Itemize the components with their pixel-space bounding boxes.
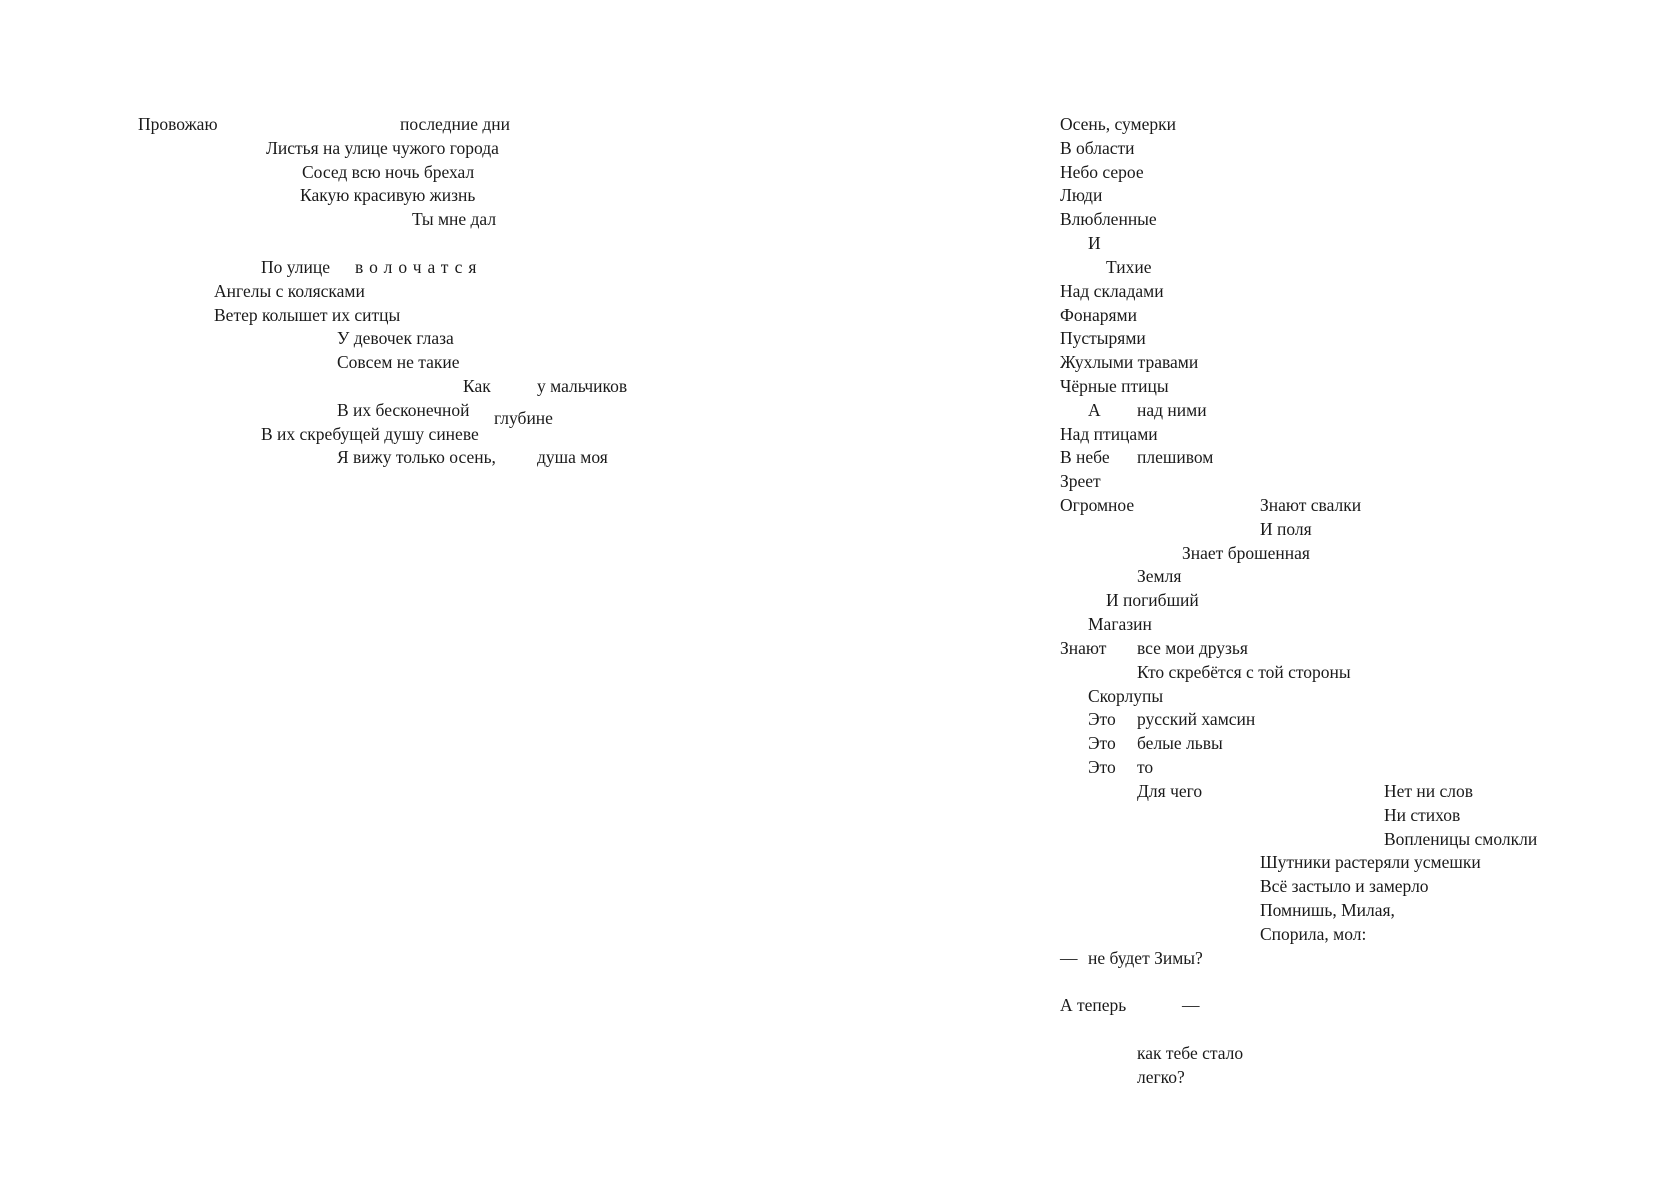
- poem-line: Знают: [1060, 638, 1107, 658]
- poem-line: Над птицами: [1060, 424, 1158, 444]
- poem-line: И: [1088, 233, 1101, 253]
- poem-line: Магазин: [1088, 614, 1152, 634]
- poem-line: глубине: [494, 408, 553, 428]
- poem-line: плешивом: [1137, 447, 1214, 467]
- poem-line: все мои друзья: [1137, 638, 1248, 658]
- poem-line: Тихие: [1106, 257, 1152, 277]
- poem-line: Фонарями: [1060, 305, 1137, 325]
- poem-line: Для чего: [1137, 781, 1203, 801]
- poem-line: Это: [1088, 709, 1116, 729]
- poem-line: Зреет: [1060, 471, 1101, 491]
- poem-line: Жухлыми травами: [1060, 352, 1199, 372]
- poem-line: Всё застыло и замерло: [1260, 876, 1429, 896]
- poem-line: Какую красивую жизнь: [300, 185, 476, 205]
- poem-line: Ветер колышет их ситцы: [214, 305, 401, 325]
- poem-line: Шутники растеряли усмешки: [1260, 852, 1481, 872]
- poem-line: —: [1182, 995, 1200, 1015]
- poem-line: Небо серое: [1060, 162, 1144, 182]
- poem-line: И погибший: [1106, 590, 1199, 610]
- poem-line: белые львы: [1137, 733, 1223, 753]
- poem-line: —: [1060, 948, 1078, 968]
- poem-line: Кто скребётся с той стороны: [1137, 662, 1351, 682]
- poem-line: В их бесконечной: [337, 400, 470, 420]
- poem-line: Ангелы с колясками: [214, 281, 365, 301]
- poem-line: Вопленицы смолкли: [1384, 829, 1538, 849]
- poem-line: Это: [1088, 733, 1116, 753]
- poem-line: как тебе стало: [1137, 1043, 1244, 1063]
- poem-line: Листья на улице чужого города: [266, 138, 499, 158]
- poem-line: И поля: [1260, 519, 1312, 539]
- poem-line: В небе: [1060, 447, 1110, 467]
- poem-line: У девочек глаза: [337, 328, 454, 348]
- poem-line: последние дни: [400, 114, 510, 134]
- poem-line: у мальчиков: [537, 376, 628, 396]
- poem-line: Ни стихов: [1384, 805, 1461, 825]
- poem-line: Это: [1088, 757, 1116, 777]
- poem-line: Нет ни слов: [1384, 781, 1474, 801]
- poem-line: А теперь: [1060, 995, 1127, 1015]
- poem-line: А: [1088, 400, 1101, 420]
- poem-line: Люди: [1060, 185, 1103, 205]
- poem-line: легко?: [1137, 1067, 1185, 1087]
- poem-line-spaced: волочатся: [355, 257, 483, 277]
- poem-line: Провожаю: [138, 114, 218, 134]
- poem-line: Совсем не такие: [337, 352, 460, 372]
- poem-line: Осень, сумерки: [1060, 114, 1176, 134]
- poem-line: Знает брошенная: [1182, 543, 1310, 563]
- poem-line: Знают свалки: [1260, 495, 1362, 515]
- poem-line: Земля: [1137, 566, 1182, 586]
- poem-line: По улице: [261, 257, 330, 277]
- poem-line: душа моя: [537, 447, 608, 467]
- poem-line: Влюбленные: [1060, 209, 1157, 229]
- poem-line: В их скребущей душу синеве: [261, 424, 479, 444]
- poem-line: то: [1137, 757, 1154, 777]
- right-page: [840, 0, 1680, 1187]
- poem-line: Ты мне дал: [412, 209, 497, 229]
- poem-line: Я вижу только осень,: [337, 447, 496, 467]
- poem-line: Пустырями: [1060, 328, 1146, 348]
- poem-line: не будет Зимы?: [1088, 948, 1203, 968]
- poem-line: Спорила, мол:: [1260, 924, 1367, 944]
- poem-line: В области: [1060, 138, 1135, 158]
- poem-line: Огромное: [1060, 495, 1135, 515]
- poem-line: над ними: [1137, 400, 1207, 420]
- poem-line: Сосед всю ночь брехал: [302, 162, 475, 182]
- poem-line: Скорлупы: [1088, 686, 1164, 706]
- poem-line: Как: [463, 376, 491, 396]
- poem-line: Помнишь, Милая,: [1260, 900, 1395, 920]
- poem-line: русский хамсин: [1137, 709, 1256, 729]
- poem-line: Чёрные птицы: [1060, 376, 1169, 396]
- poem-line: Над складами: [1060, 281, 1164, 301]
